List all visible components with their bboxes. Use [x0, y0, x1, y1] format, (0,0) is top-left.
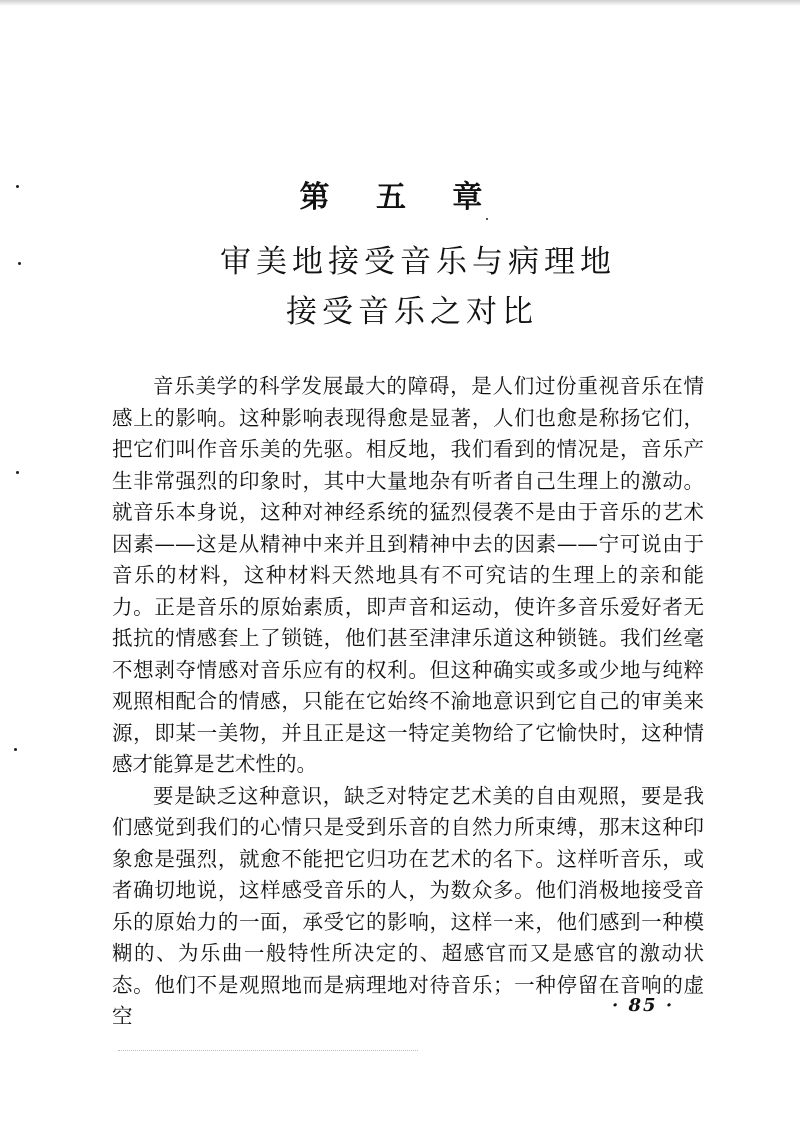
paragraph-1: 音乐美学的科学发展最大的障碍，是人们过份重视音乐在情感上的影响。这种影响表现得愈是显著，人们也愈是称扬它们，把它们叫作音乐美的先驱。相反地，我们看到的情况是，音乐产生非常强烈的印象时，其中大量地杂有听者自己生理上的激动。就音乐本身说，这种对神经系统的猛烈侵袭不是由于音乐的艺术因素——这是从精神中来并且到精神中去的因素——宁可说由于音乐的材料，这种材料天然地具有不可究诘的生理上的亲和能力。正是音乐的原始素质，即声音和运动，使许多音乐爱好者无抵抗的情感套上了锁链，他们甚至津津乐道这种锁链。我们丝毫不想剥夺情感对音乐应有的权利。但这种确实或多或少地与纯粹观照相配合的情感，只能在它始终不渝地意识到它自己的审美来源，即某一美物，并且正是这一特定美物给了它愉快时，这种情感才能算是艺术性的。 [112, 374, 704, 776]
paragraph-2: 要是缺乏这种意识，缺乏对特定艺术美的自由观照，要是我们感觉到我们的心情只是受到乐音的自然力所束缚，那末这种印象愈是强烈，就愈不能把它归功在艺术的名下。这样听音乐，或者确切地说，这样感受音乐的人，为数众多。他们消极地接受音乐的原始力的一面，承受它的影响，这样一来，他们感到一种模糊的、为乐曲一般特性所决定的、超感官而又是感官的激动状态。他们不是观照地而是病理地对待音乐；一种停留在音响的虚空 [112, 783, 704, 1028]
chapter-title-line-1: 审美地接受音乐与病理地 [220, 244, 616, 280]
scan-edge [0, 0, 800, 6]
page-number: · 85 · [612, 995, 675, 1016]
scan-speck [14, 748, 17, 751]
scan-speck [16, 471, 19, 474]
chapter-heading: 第 五 章 [299, 180, 501, 216]
body-text [112, 371, 704, 1033]
scan-footer-line [118, 1050, 418, 1052]
chapter-title-line-2: 接受音乐之对比 [286, 294, 538, 330]
scan-speck [486, 218, 488, 220]
